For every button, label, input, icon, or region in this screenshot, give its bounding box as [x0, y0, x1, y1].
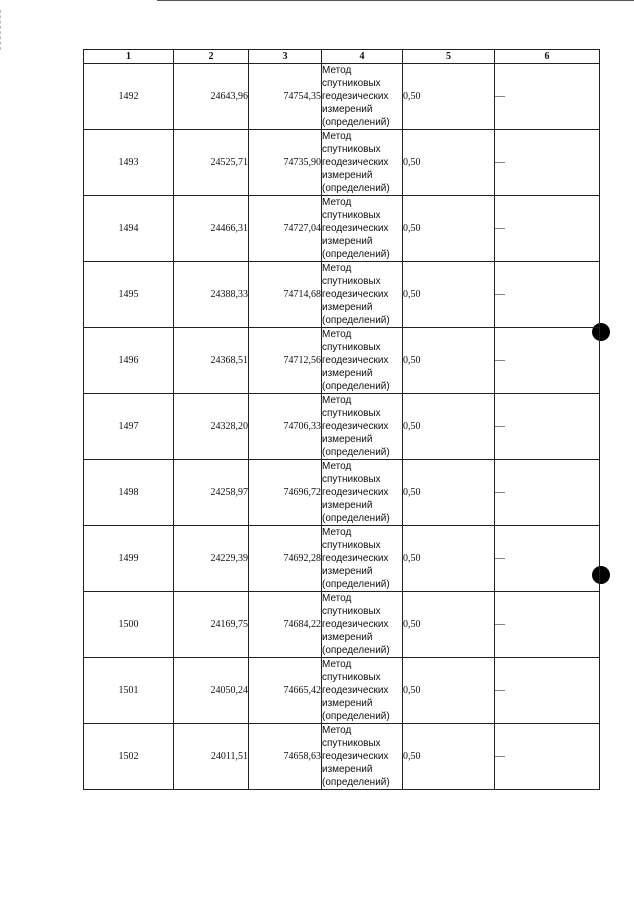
method-cell: Метод спутниковых геодезических измерений (определений)	[322, 262, 403, 328]
accuracy-cell: 0,50	[403, 64, 495, 130]
method-cell: Метод спутниковых геодезических измерений (определений)	[322, 658, 403, 724]
point-number-cell: 1498	[84, 460, 174, 526]
point-number-cell: 1502	[84, 724, 174, 790]
page-top-rule	[157, 0, 634, 1]
point-number-cell: 1493	[84, 130, 174, 196]
y-coordinate-cell: 74727,04	[249, 196, 322, 262]
point-number-cell: 1492	[84, 64, 174, 130]
note-cell: —	[495, 196, 600, 262]
y-coordinate-cell: 74684,22	[249, 592, 322, 658]
y-coordinate-cell: 74658,63	[249, 724, 322, 790]
method-cell: Метод спутниковых геодезических измерений (определений)	[322, 196, 403, 262]
point-number-cell: 1500	[84, 592, 174, 658]
note-cell: —	[495, 460, 600, 526]
method-cell: Метод спутниковых геодезических измерений (определений)	[322, 592, 403, 658]
column-header-2: 2	[174, 50, 249, 64]
y-coordinate-cell: 74735,90	[249, 130, 322, 196]
accuracy-cell: 0,50	[403, 658, 495, 724]
x-coordinate-cell: 24328,20	[174, 394, 249, 460]
x-coordinate-cell: 24011,51	[174, 724, 249, 790]
y-coordinate-cell: 74712,56	[249, 328, 322, 394]
accuracy-cell: 0,50	[403, 724, 495, 790]
note-cell: —	[495, 592, 600, 658]
accuracy-cell: 0,50	[403, 394, 495, 460]
note-cell: —	[495, 394, 600, 460]
table-row	[84, 262, 600, 328]
table-row	[84, 196, 600, 262]
x-coordinate-cell: 24258,97	[174, 460, 249, 526]
x-coordinate-cell: 24466,31	[174, 196, 249, 262]
note-cell: —	[495, 724, 600, 790]
x-coordinate-cell: 24050,24	[174, 658, 249, 724]
accuracy-cell: 0,50	[403, 460, 495, 526]
table-row	[84, 460, 600, 526]
x-coordinate-cell: 24229,39	[174, 526, 249, 592]
point-number-cell: 1494	[84, 196, 174, 262]
column-header-1: 1	[84, 50, 174, 64]
page-left-edge-mark	[0, 10, 2, 50]
point-number-cell: 1501	[84, 658, 174, 724]
table-row	[84, 130, 600, 196]
note-cell: —	[495, 526, 600, 592]
table-row	[84, 724, 600, 790]
column-header-5: 5	[403, 50, 495, 64]
method-cell: Метод спутниковых геодезических измерений (определений)	[322, 526, 403, 592]
method-cell: Метод спутниковых геодезических измерений (определений)	[322, 130, 403, 196]
y-coordinate-cell: 74665,42	[249, 658, 322, 724]
table-row	[84, 526, 600, 592]
column-header-4: 4	[322, 50, 403, 64]
note-cell: —	[495, 328, 600, 394]
table-header-row	[84, 50, 600, 64]
accuracy-cell: 0,50	[403, 196, 495, 262]
point-number-cell: 1495	[84, 262, 174, 328]
method-cell: Метод спутниковых геодезических измерений (определений)	[322, 394, 403, 460]
point-number-cell: 1496	[84, 328, 174, 394]
x-coordinate-cell: 24368,51	[174, 328, 249, 394]
note-cell: —	[495, 262, 600, 328]
table-row	[84, 328, 600, 394]
x-coordinate-cell: 24388,33	[174, 262, 249, 328]
accuracy-cell: 0,50	[403, 592, 495, 658]
table-row	[84, 64, 600, 130]
point-number-cell: 1497	[84, 394, 174, 460]
y-coordinate-cell: 74692,28	[249, 526, 322, 592]
method-cell: Метод спутниковых геодезических измерений (определений)	[322, 64, 403, 130]
x-coordinate-cell: 24525,71	[174, 130, 249, 196]
table-row	[84, 394, 600, 460]
note-cell: —	[495, 658, 600, 724]
y-coordinate-cell: 74754,35	[249, 64, 322, 130]
accuracy-cell: 0,50	[403, 328, 495, 394]
accuracy-cell: 0,50	[403, 262, 495, 328]
x-coordinate-cell: 24643,96	[174, 64, 249, 130]
column-header-6: 6	[495, 50, 600, 64]
note-cell: —	[495, 64, 600, 130]
table-row	[84, 658, 600, 724]
y-coordinate-cell: 74696,72	[249, 460, 322, 526]
note-cell: —	[495, 130, 600, 196]
table-row	[84, 592, 600, 658]
method-cell: Метод спутниковых геодезических измерений (определений)	[322, 328, 403, 394]
y-coordinate-cell: 74706,33	[249, 394, 322, 460]
accuracy-cell: 0,50	[403, 130, 495, 196]
y-coordinate-cell: 74714,68	[249, 262, 322, 328]
coordinates-table	[83, 49, 600, 790]
method-cell: Метод спутниковых геодезических измерений (определений)	[322, 460, 403, 526]
column-header-3: 3	[249, 50, 322, 64]
x-coordinate-cell: 24169,75	[174, 592, 249, 658]
accuracy-cell: 0,50	[403, 526, 495, 592]
method-cell: Метод спутниковых геодезических измерений (определений)	[322, 724, 403, 790]
point-number-cell: 1499	[84, 526, 174, 592]
